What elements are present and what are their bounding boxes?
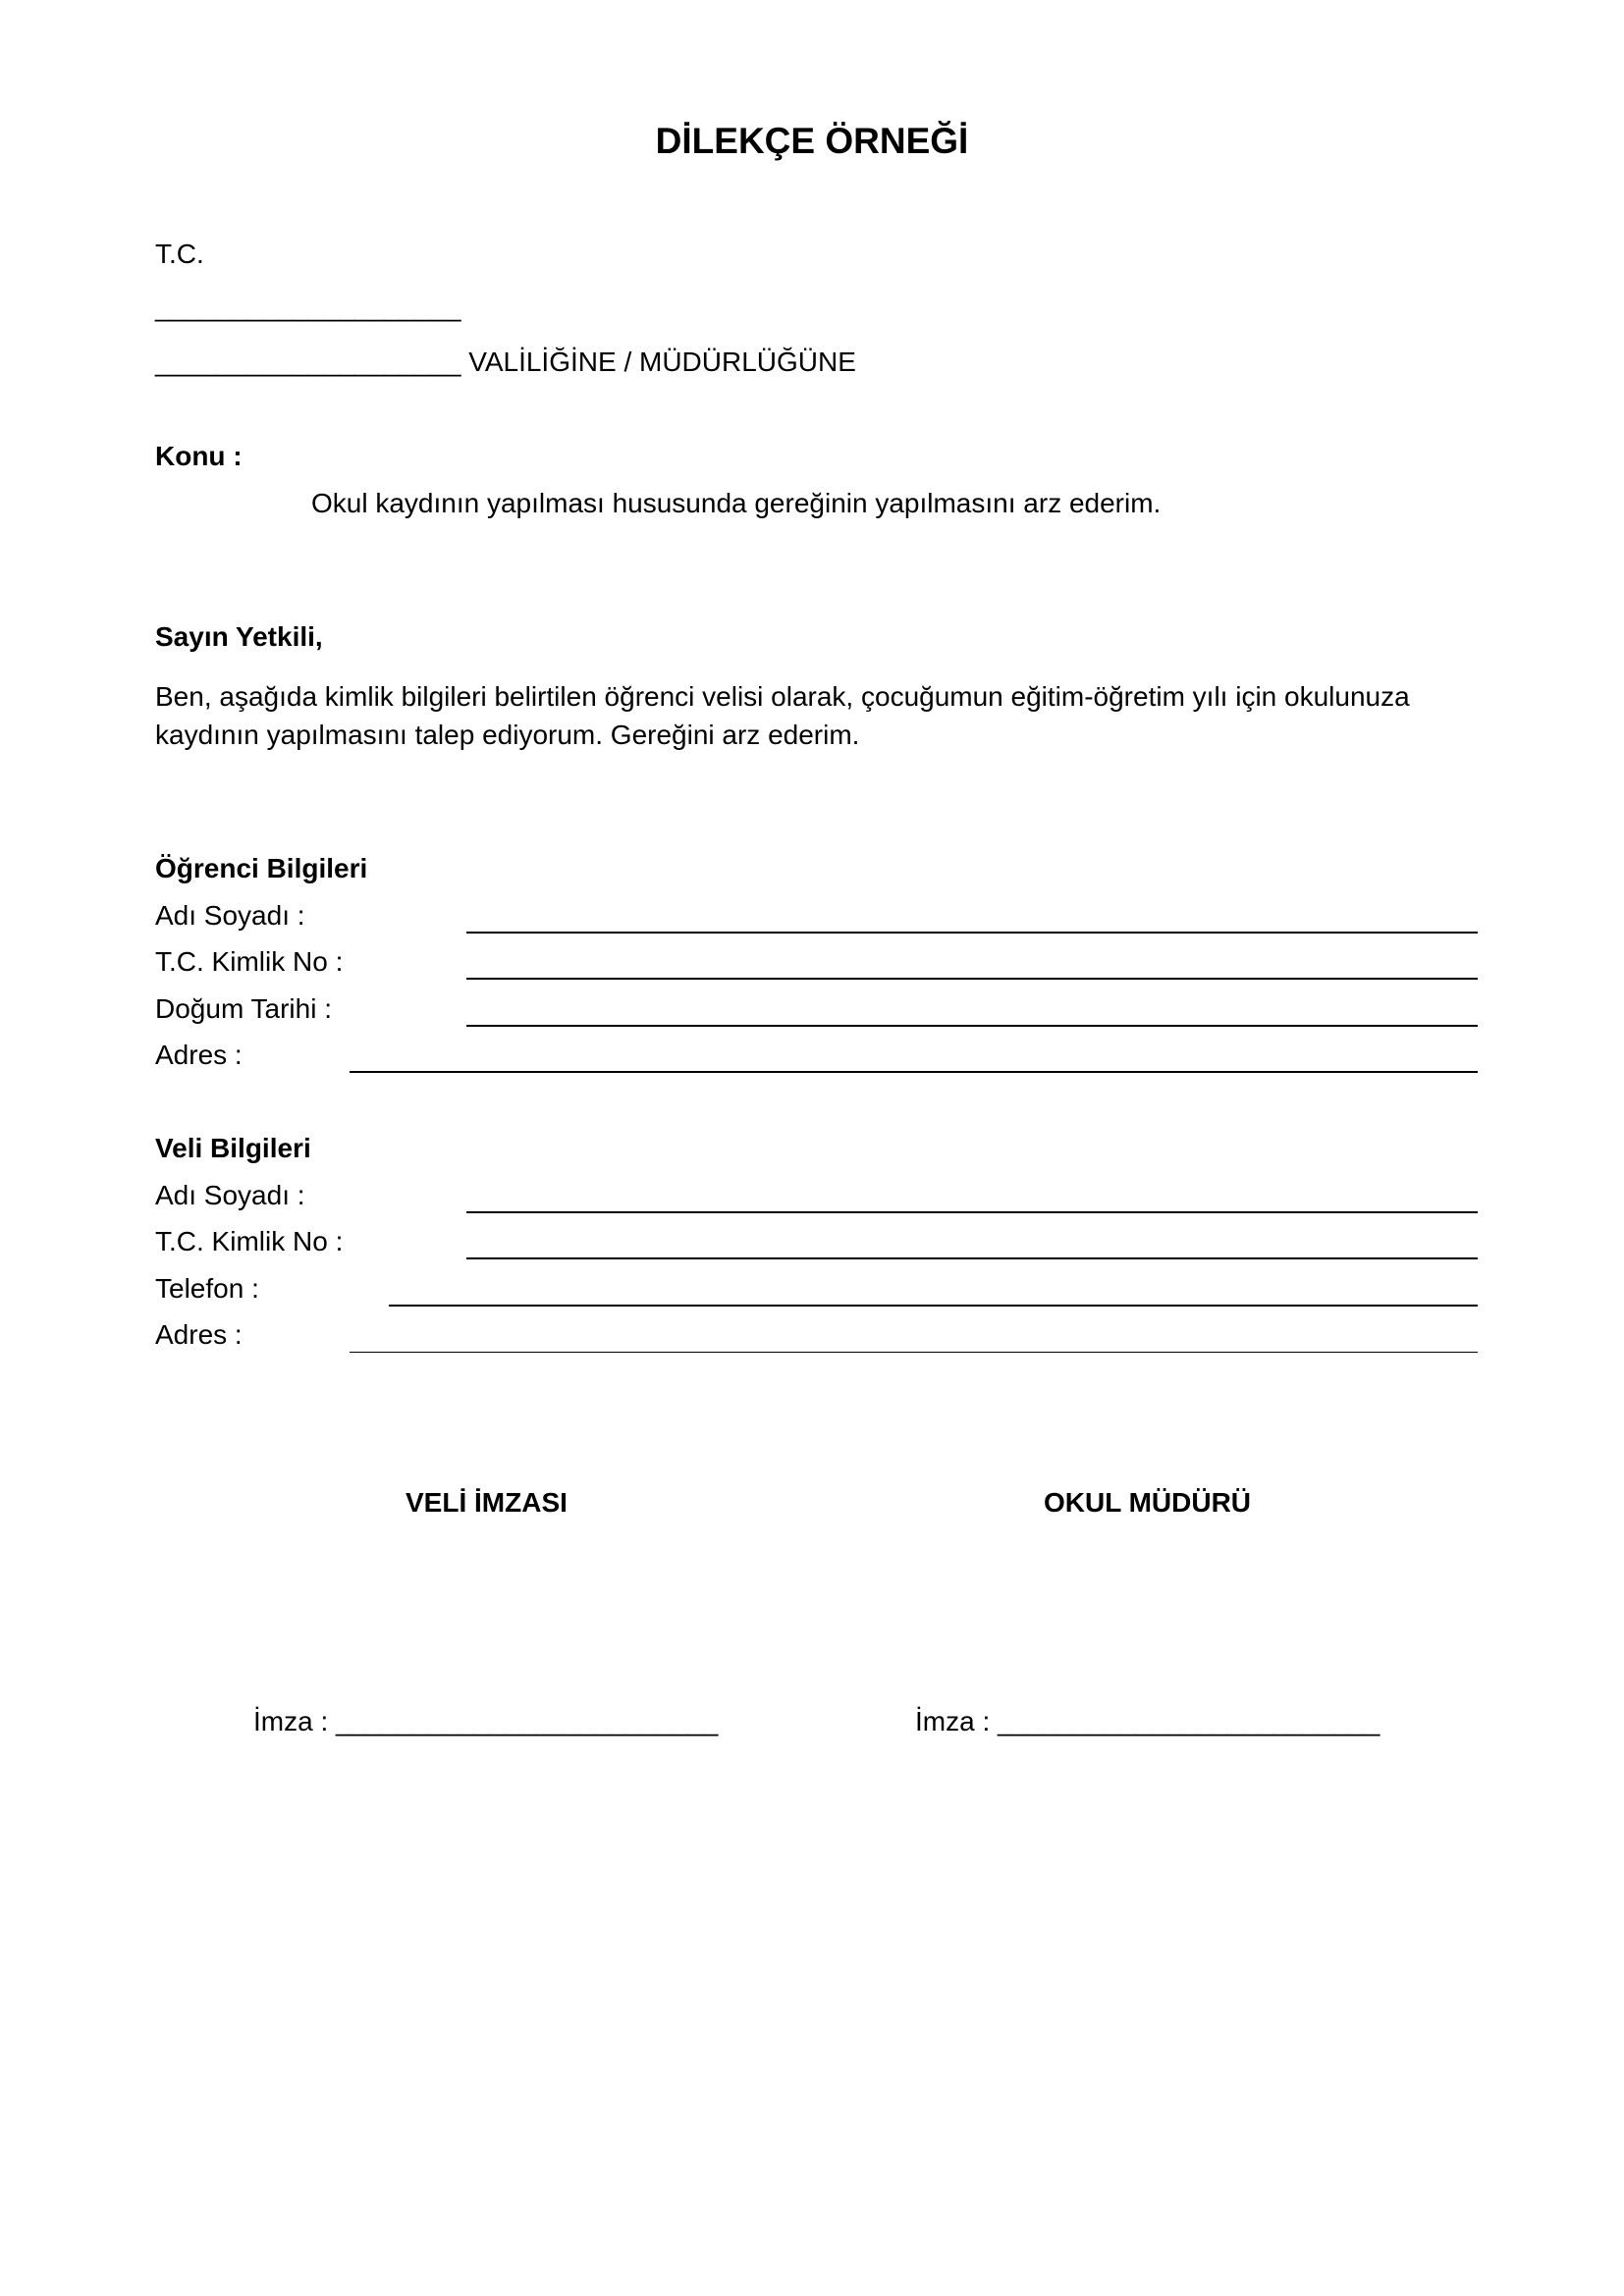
student-section-heading: Öğrenci Bilgileri <box>155 853 368 883</box>
subject-text: Okul kaydının yapılması hususunda gereğinin yapılmasını arz ederim. <box>311 488 1162 518</box>
parent-address-label: Adres : <box>155 1319 243 1350</box>
province-blank-line: ____________________ <box>155 292 461 322</box>
parent-phone-field[interactable] <box>389 1305 1478 1307</box>
salutation: Sayın Yetkili, <box>155 621 323 652</box>
addressee-suffix: VALİLİĞİNE / MÜDÜRLÜĞÜNE <box>468 347 856 377</box>
principal-signature-label: OKUL MÜDÜRÜ <box>1044 1487 1252 1518</box>
subject-label: Konu : <box>155 441 243 471</box>
parent-phone-label: Telefon : <box>155 1273 259 1304</box>
student-id-field[interactable] <box>466 978 1478 980</box>
student-address-field[interactable] <box>350 1071 1478 1073</box>
student-address-label: Adres : <box>155 1040 243 1070</box>
addressee-line <box>155 346 856 379</box>
parent-name-label: Adı Soyadı : <box>155 1180 305 1210</box>
parent-id-field[interactable] <box>466 1257 1478 1259</box>
parent-section-heading: Veli Bilgileri <box>155 1133 311 1163</box>
parent-signature-label: VELİ İMZASI <box>406 1487 568 1518</box>
student-birthdate-field[interactable] <box>466 1025 1478 1027</box>
parent-name-field[interactable] <box>466 1211 1478 1213</box>
student-name-label: Adı Soyadı : <box>155 900 305 931</box>
body-line-2: kaydının yapılmasını talep ediyorum. Gereğini arz ederim. <box>155 720 860 750</box>
student-name-field[interactable] <box>466 932 1478 934</box>
parent-id-label: T.C. Kimlik No : <box>155 1226 344 1256</box>
principal-signature-line: İmza : _________________________ <box>915 1706 1380 1736</box>
page-title: DİLEKÇE ÖRNEĞİ <box>655 121 969 161</box>
body-line-1: Ben, aşağıda kimlik bilgileri belirtilen öğrenci velisi olarak, çocuğumun eğitim-öğretim yılı için okulunuza <box>155 681 1410 712</box>
parent-signature-line: İmza : _________________________ <box>253 1706 719 1736</box>
student-birthdate-label: Doğum Tarihi : <box>155 993 333 1024</box>
tc-label: T.C. <box>155 239 204 269</box>
addressee-blank: ____________________ <box>155 347 461 377</box>
student-id-label: T.C. Kimlik No : <box>155 946 344 977</box>
parent-address-field[interactable] <box>350 1352 1478 1353</box>
